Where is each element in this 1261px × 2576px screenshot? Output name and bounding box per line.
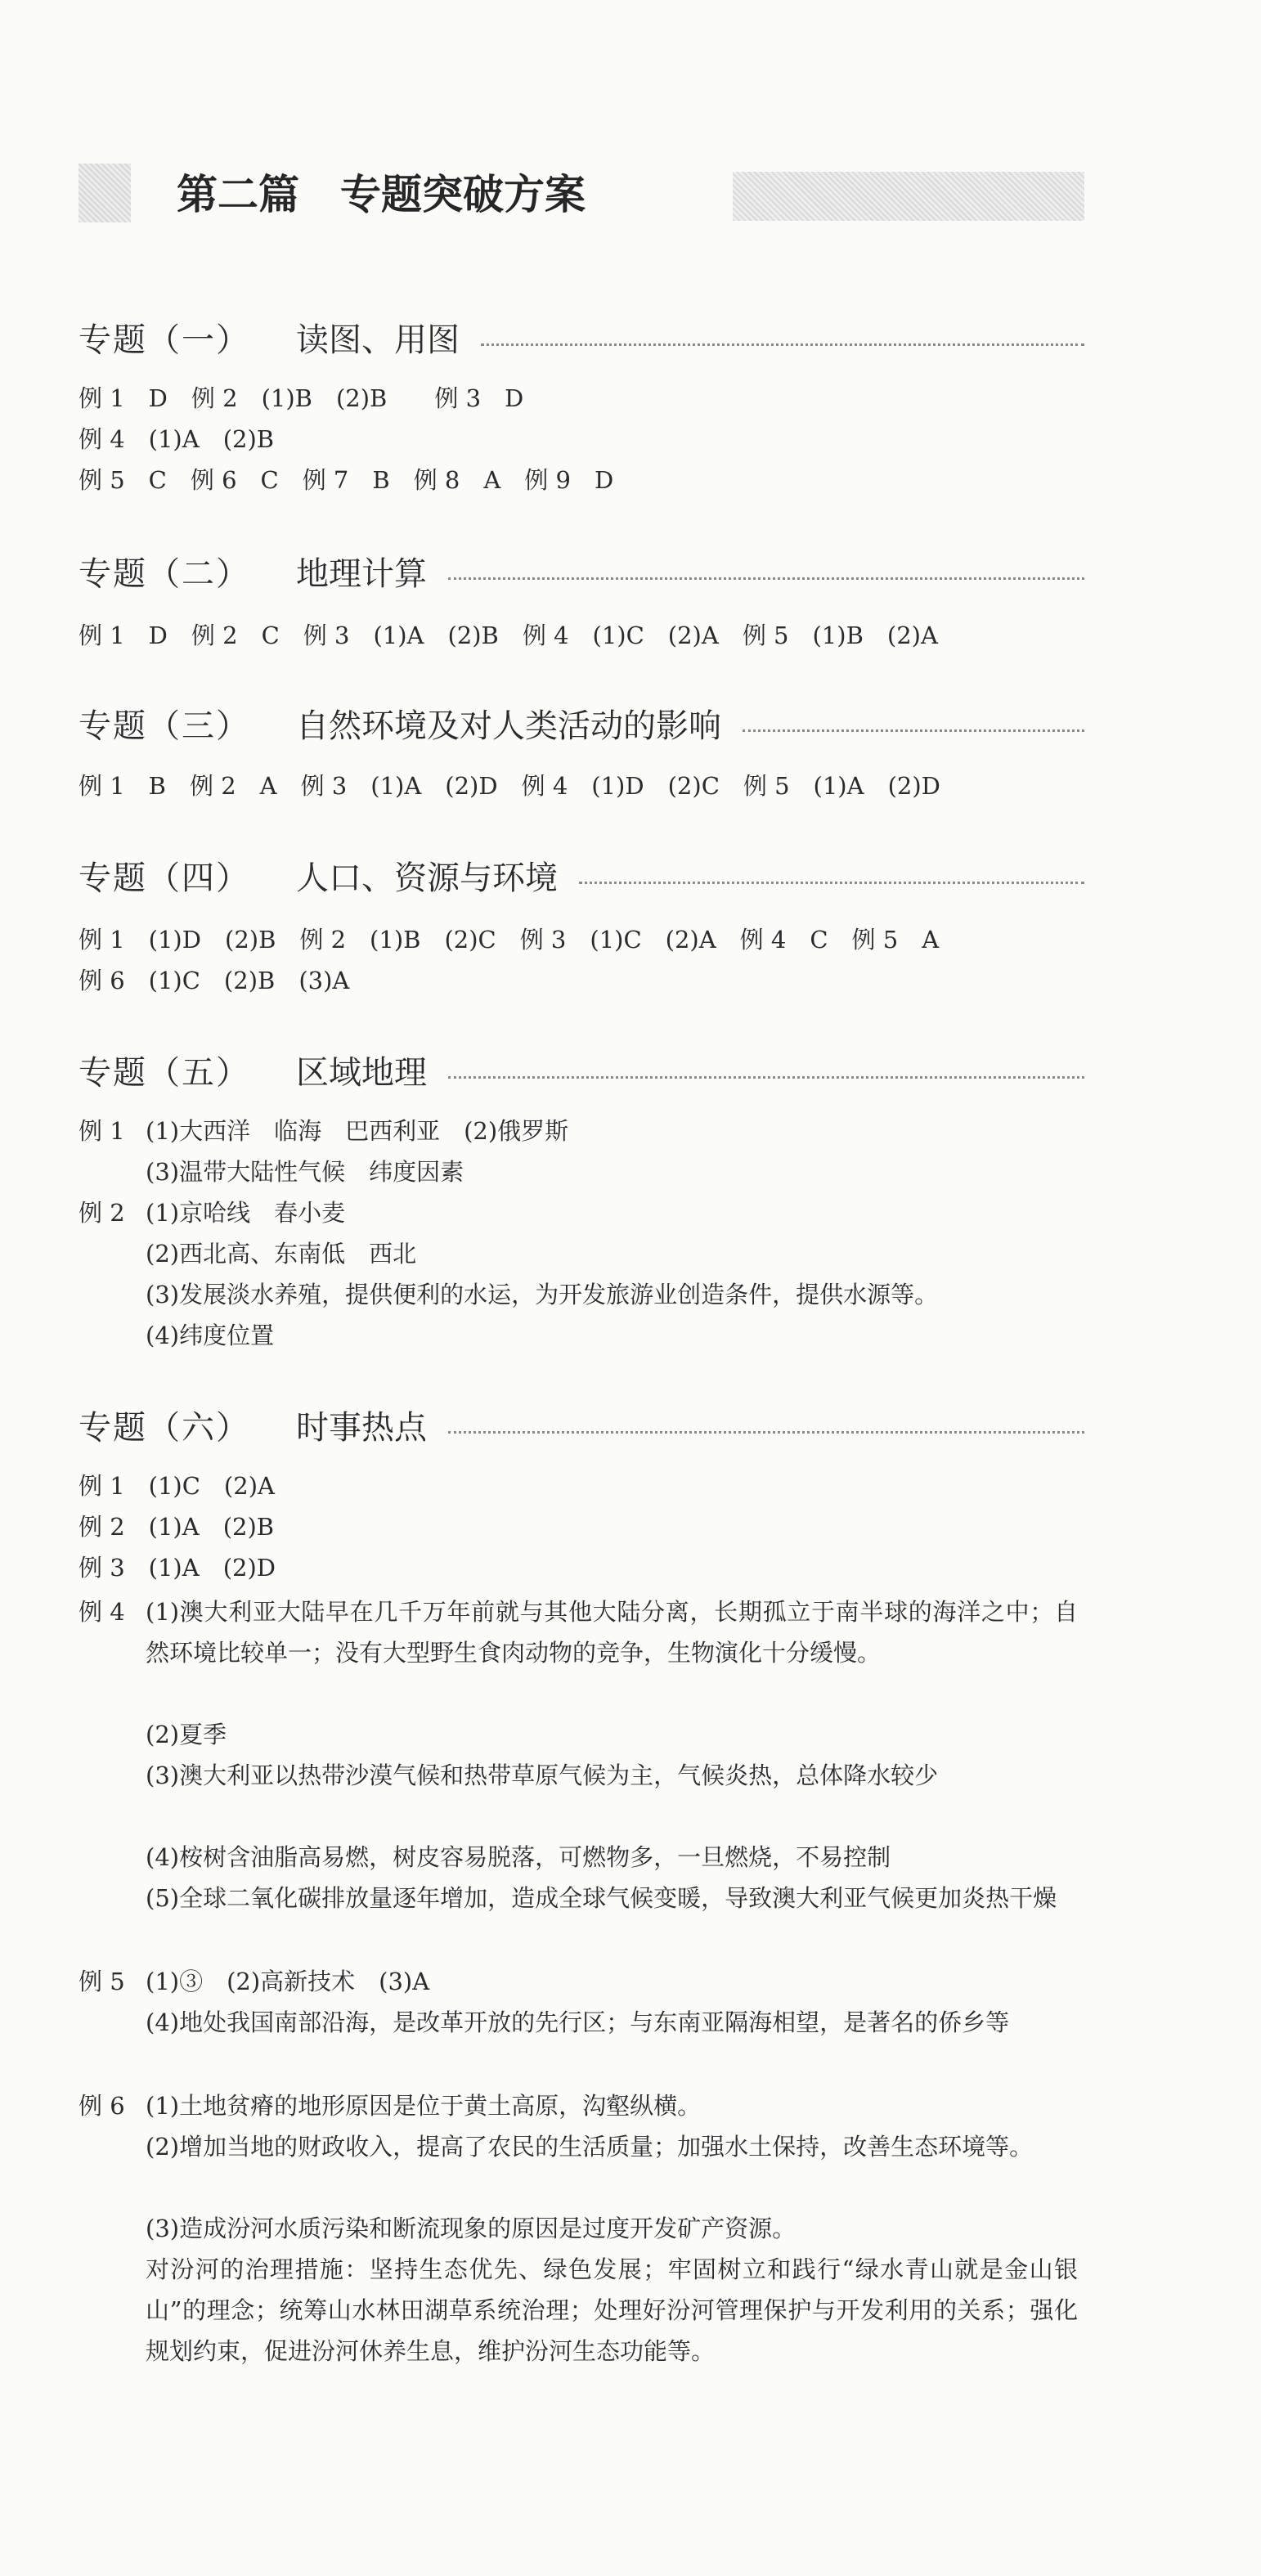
answer-line: 例 5 C 例 6 C 例 7 B 例 8 A 例 9 D — [79, 466, 614, 494]
section-name: 人口、资源与环境 — [296, 859, 558, 897]
answer-paragraph: (3)造成汾河水质污染和断流现象的原因是过度开发矿产资源。 — [146, 2215, 797, 2242]
answer-line: 例 1 D 例 2 C 例 3 (1)A (2)B 例 4 (1)C (2)A 例 5 (1)B (2)A — [79, 622, 938, 649]
dotted-leader — [481, 343, 1084, 346]
answer-line: (3)温带大陆性气候 纬度因素 — [146, 1158, 464, 1186]
section-number: 专题（一） — [79, 321, 250, 359]
answer-line: (1)京哈线 春小麦 — [146, 1199, 346, 1227]
answer-paragraph: (5)全球二氧化碳排放量逐年增加，造成全球气候变暖，导致澳大利亚气候更加炎热干燥 — [146, 1884, 1057, 1912]
example-label: 例 4 — [79, 1598, 125, 1626]
answer-paragraph: (1)澳大利亚大陆早在几千万年前就与其他大陆分离，长期孤立于南半球的海洋之中；自然环境比较单一；没有大型野生食肉动物的竞争，生物演化十分缓慢。 — [146, 1598, 1078, 1667]
part-title-banner — [79, 160, 1084, 234]
answer-paragraph: (4)地处我国南部沿海，是改革开放的先行区；与东南亚隔海相望，是著名的侨乡等 — [146, 2008, 1010, 2036]
answer-line: 例 1 (1)D (2)B 例 2 (1)B (2)C 例 3 (1)C (2)A 例 4 C 例 5 A — [79, 926, 940, 954]
dotted-leader — [579, 882, 1084, 884]
section-heading-6 — [79, 1400, 1084, 1449]
section-heading-4 — [79, 850, 1084, 900]
answer-line: 例 1 D 例 2 (1)B (2)B 例 3 D — [79, 384, 524, 412]
example-label: 例 1 — [79, 1117, 125, 1145]
answer-line: 例 4 (1)A (2)B — [79, 425, 275, 453]
answer-paragraph: 对汾河的治理措施：坚持生态优先、绿色发展；牢固树立和践行“绿水青山就是金山银山”的理念；统筹山水林田湖草系统治理；处理好汾河管理保护与开发利用的关系；强化规划约束，促进汾河休养生息，维护汾河生态功能等。 — [146, 2255, 1078, 2365]
answer-line: (3)发展淡水养殖，提供便利的水运，为开发旅游业创造条件，提供水源等。 — [146, 1281, 939, 1308]
answer-paragraph: (1)③ (2)高新技术 (3)A — [146, 1968, 430, 1995]
answer-paragraph: (2)增加当地的财政收入，提高了农民的生活质量；加强水土保持，改善生态环境等。 — [146, 2133, 1034, 2161]
answer-paragraph: (2)夏季 — [146, 1721, 227, 1748]
part-title: 第二篇 专题突破方案 — [177, 171, 586, 218]
example-label: 例 5 — [79, 1968, 125, 1995]
section-number: 专题（五） — [79, 1053, 250, 1092]
answer-line: 例 1 B 例 2 A 例 3 (1)A (2)D 例 4 (1)D (2)C 例 5 (1)A (2)D — [79, 772, 940, 800]
section-heading-1 — [79, 312, 1084, 361]
answer-line: (4)纬度位置 — [146, 1322, 275, 1349]
answer-paragraph: (3)澳大利亚以热带沙漠气候和热带草原气候为主，气候炎热，总体降水较少 — [146, 1761, 939, 1789]
section-heading-3 — [79, 698, 1084, 747]
dotted-leader — [743, 729, 1084, 732]
answer-line: 例 1 (1)C (2)A — [79, 1472, 275, 1500]
example-label: 例 6 — [79, 2092, 125, 2120]
section-name: 时事热点 — [296, 1408, 427, 1447]
title-pattern-left — [79, 164, 131, 222]
answer-line: 例 3 (1)A (2)D — [79, 1554, 276, 1582]
answer-paragraph: (1)土地贫瘠的地形原因是位于黄土高原，沟壑纵横。 — [146, 2092, 702, 2120]
section-number: 专题（四） — [79, 859, 250, 897]
dotted-leader — [448, 1431, 1084, 1434]
section-name: 区域地理 — [296, 1053, 427, 1092]
answer-line: (1)大西洋 临海 巴西利亚 (2)俄罗斯 — [146, 1117, 569, 1145]
answer-line: 例 6 (1)C (2)B (3)A — [79, 967, 350, 994]
answer-paragraph: (4)桉树含油脂高易燃，树皮容易脱落，可燃物多，一旦燃烧，不易控制 — [146, 1843, 891, 1871]
section-name: 自然环境及对人类活动的影响 — [296, 707, 721, 745]
answer-line: (2)西北高、东南低 西北 — [146, 1240, 417, 1268]
section-number: 专题（二） — [79, 554, 250, 593]
example-label: 例 2 — [79, 1199, 125, 1227]
answer-line: 例 2 (1)A (2)B — [79, 1513, 275, 1541]
title-pattern-right — [733, 172, 1084, 221]
section-number: 专题（三） — [79, 707, 250, 745]
section-number: 专题（六） — [79, 1408, 250, 1447]
section-name: 地理计算 — [296, 554, 427, 593]
section-heading-2 — [79, 546, 1084, 595]
dotted-leader — [448, 1076, 1084, 1079]
section-name: 读图、用图 — [296, 321, 460, 359]
section-heading-5 — [79, 1045, 1084, 1094]
dotted-leader — [448, 577, 1084, 580]
